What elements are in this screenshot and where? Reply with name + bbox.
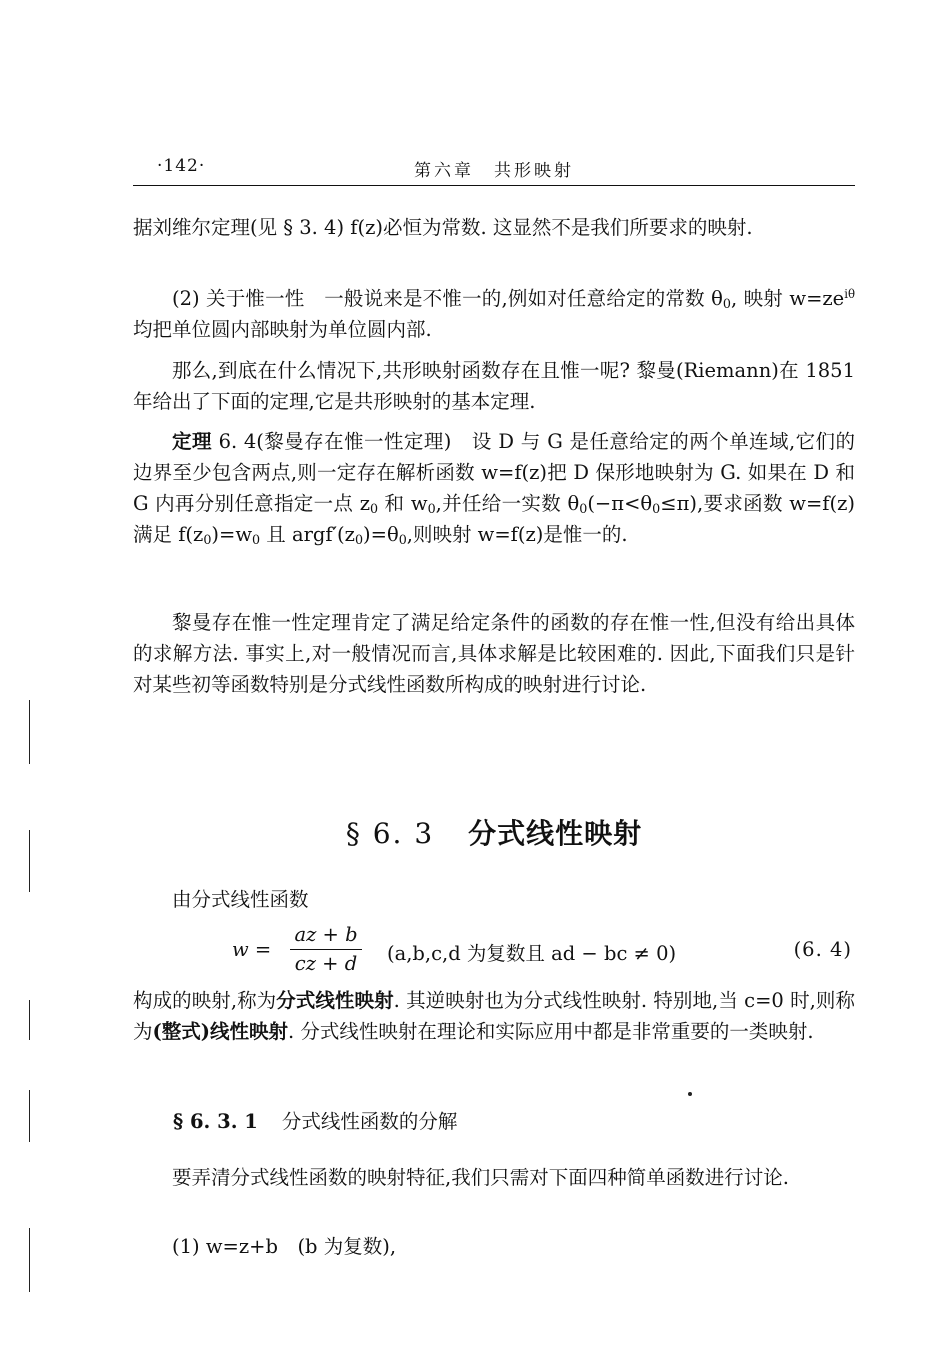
subsection-heading <box>173 1106 457 1134</box>
paragraph-text: 那么,到底在什么情况下,共形映射函数存在且惟一呢? 黎曼(Riemann)在 1851 年给出了下面的定理,它是共形映射的基本定理. <box>133 359 855 413</box>
subscript: 0 <box>398 532 407 548</box>
page-number: ·142· <box>157 156 206 176</box>
fraction-bar <box>290 949 362 950</box>
item-label: (2) 关于惟一性 <box>172 287 305 310</box>
scan-margin-mark <box>29 830 30 892</box>
chapter-title: 第六章 共形映射 <box>414 161 574 181</box>
text-run: (−π<θ <box>587 492 653 515</box>
paragraph-text: 要弄清分式线性函数的映射特征,我们只需对下面四种简单函数进行讨论. <box>172 1166 789 1189</box>
theorem-text <box>133 426 855 550</box>
text-run: 映射 w=ze <box>743 287 845 310</box>
paragraph-text: 黎曼存在惟一性定理肯定了满足给定条件的函数的存在惟一性,但没有给出具体的求解方法. 事实上,对一般情况而言,具体求解是比较困难的. 因此,下面我们只是针对某些初等函数特别是分式线性函数所构成的映射进行讨论. <box>133 611 855 696</box>
subscript: 0 <box>427 501 436 517</box>
text-run: . 分式线性映射在理论和实际应用中都是非常重要的一类映射. <box>287 1020 814 1043</box>
subscript: 0 <box>354 532 363 548</box>
text-run: 均把单位圆内部映射为单位圆内部. <box>133 318 432 341</box>
paragraph-text: 据刘维尔定理(见 § 3. 4) f(z)必恒为常数. 这显然不是我们所要求的映射. <box>133 216 753 239</box>
subscript: 0 <box>722 296 731 312</box>
list-item-1 <box>133 1231 855 1262</box>
paragraph-uniqueness <box>133 283 855 345</box>
running-header <box>133 150 855 186</box>
paragraph-text <box>133 985 855 1047</box>
text-run: )=w <box>211 523 253 546</box>
formula-fraction <box>290 922 362 977</box>
scan-speck <box>688 1092 692 1096</box>
text-run: 构成的映射,称为 <box>133 989 277 1012</box>
text-run: 和 w <box>378 492 428 515</box>
scan-margin-mark <box>29 1000 30 1040</box>
superscript: iθ <box>844 286 856 301</box>
text-run: ≤π),要求函数 w=f(z)满足 f(z <box>133 492 855 546</box>
subsection-title: 分式线性函数的分解 <box>281 1110 458 1133</box>
formula-condition: (a,b,c,d 为复数且 ad − bc ≠ 0) <box>387 942 677 965</box>
text-run: . 其逆映射也为分式线性映射. 特别地,当 c=0 时,则称为 <box>133 989 855 1043</box>
section-heading <box>133 812 855 852</box>
formula-lhs: w = <box>232 938 272 961</box>
theorem-block <box>133 426 855 550</box>
text-run: 一般说来是不惟一的,例如对任意给定的常数 θ <box>324 287 723 310</box>
text-run: 且 argf′(z <box>260 523 355 546</box>
term-bold: (整式)线性映射 <box>152 1020 288 1043</box>
text-run: , <box>730 287 738 310</box>
paragraph-decomposition <box>133 1162 855 1193</box>
text-run: ,则映射 w=f(z)是惟一的. <box>406 523 628 546</box>
subscript: 0 <box>369 501 379 517</box>
subscript: 0 <box>203 532 212 548</box>
subscript: 0 <box>579 501 588 517</box>
equation-number: (6. 4) <box>793 938 852 961</box>
text-run: )=θ <box>363 523 399 546</box>
fraction-denominator: cz + d <box>294 952 358 975</box>
scan-margin-mark <box>29 1228 30 1292</box>
header-rule <box>133 185 855 186</box>
section-number: § 6. 3 <box>345 817 435 850</box>
section-title: 分式线性映射 <box>468 817 643 850</box>
subscript: 0 <box>652 501 661 517</box>
text-run: 设 D 与 G 是任意给定的两个单连域,它们的边界至少包含两点,则一定存在解析函数 w=f(z)把 D 保形地映射为 G. 如果在 D 和 G 内再分别任意指定一点 z <box>133 430 855 515</box>
list-item-text: (1) w=z+b (b 为复数), <box>172 1235 397 1258</box>
scan-margin-mark <box>29 700 30 764</box>
paragraph-intro <box>133 884 855 915</box>
subsection-number: § 6. 3. 1 <box>173 1110 258 1133</box>
scan-margin-mark <box>29 1090 30 1142</box>
fraction-numerator: az + b <box>294 923 358 946</box>
paragraph-text <box>133 283 855 345</box>
theorem-label: 定理 <box>172 430 212 453</box>
paragraph-definition <box>133 985 855 1047</box>
term-bold: 分式线性映射 <box>276 989 394 1012</box>
text-run: ,并任给一实数 θ <box>435 492 580 515</box>
paragraph-remark <box>133 607 855 700</box>
display-formula <box>232 922 852 978</box>
theorem-number: 6. 4(黎曼存在惟一性定理) <box>218 430 452 453</box>
paragraph-text: 由分式线性函数 <box>172 888 309 911</box>
paragraph-riemann <box>133 355 855 417</box>
paragraph-continuation <box>133 212 855 243</box>
subscript: 0 <box>252 532 261 548</box>
